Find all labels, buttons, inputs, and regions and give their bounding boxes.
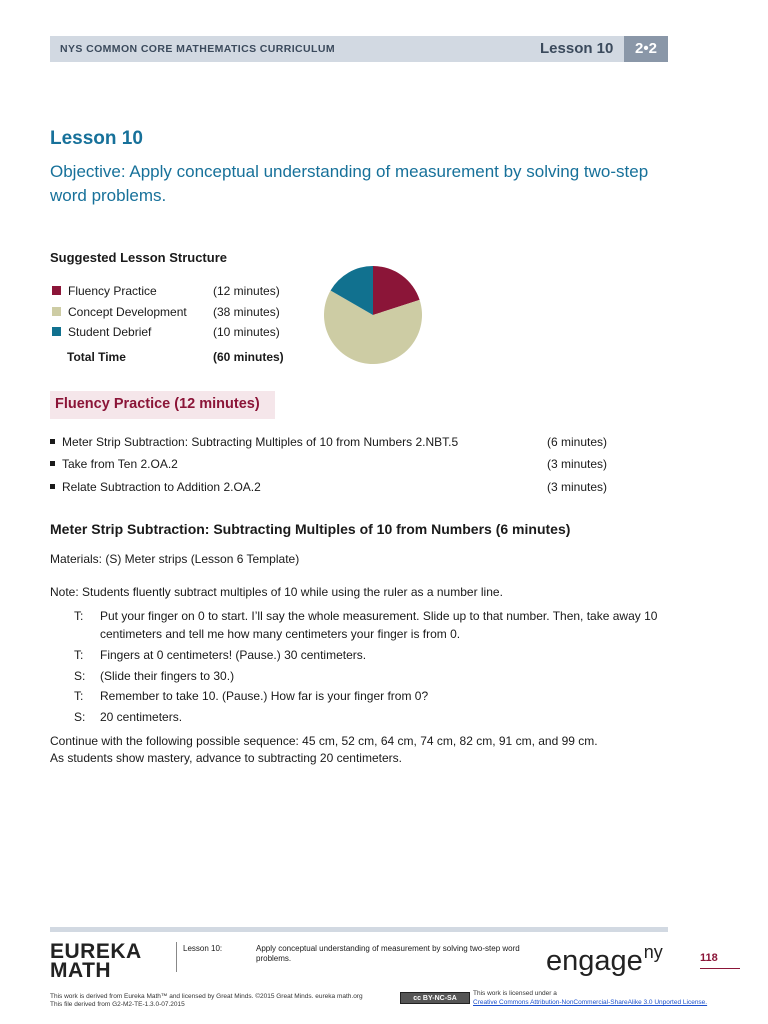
list-item-minutes: (3 minutes) [547,457,608,471]
legend-label: Concept Development [68,305,187,319]
dialogue-text: 20 centimeters. [100,710,183,724]
credit-line: This work is derived from Eureka Math™ and licensed by Great Minds. ©2015 Great Minds. eureka math.org [50,993,363,1000]
license-link[interactable] [473,999,707,1006]
list-item [50,479,261,495]
file-line: This file derived from G2-M2-TE-1.3.0-07.2015 [50,1001,185,1008]
fluency-heading: Fluency Practice (12 minutes) [55,396,260,412]
legend-swatch [52,307,61,316]
cc-license-badge[interactable]: cc BY-NC-SA [400,992,470,1004]
logo-line: MATH [50,959,112,982]
logo-text: engage [546,945,643,977]
list-item [50,434,458,450]
dialogue-text: Put your finger on 0 to start. I’ll say the whole measurement. Slide up to that number. Then, take away 10 centimeters and tell me how many centimeters your finger is from 0. [100,609,658,641]
total-time-minutes: (60 minutes) [213,350,284,364]
list-item-minutes: (3 minutes) [547,480,608,494]
legend-minutes: (38 minutes) [213,305,280,319]
lesson-structure-pie-chart [322,264,424,366]
legend-minutes: (12 minutes) [213,284,280,298]
dialogue-text: Remember to take 10. (Pause.) How far is your finger from 0? [100,689,429,703]
dialogue-speaker: S: [74,710,86,724]
list-item [50,456,178,472]
dialogue-speaker: T: [74,689,84,703]
license-text: This work is licensed under a [473,990,557,997]
dialogue-speaker: T: [74,648,84,662]
legend-minutes: (10 minutes) [213,325,280,339]
legend-item-debrief [52,324,151,340]
bullet-icon [50,439,55,444]
mastery-note: As students show mastery, advance to subtracting 20 centimeters. [50,751,402,765]
footer-rule [50,927,668,932]
legend-label: Fluency Practice [68,284,157,298]
dialogue-text: (Slide their fingers to 30.) [100,669,235,683]
engageny-logo [546,942,663,978]
header-lesson: Lesson 10 [540,40,614,57]
legend-item-concept [52,304,187,320]
dialogue-speaker: S: [74,669,86,683]
dialogue-text: Fingers at 0 centimeters! (Pause.) 30 centimeters. [100,648,367,662]
license-link-text[interactable]: Creative Commons Attribution-NonCommercial-ShareAlike 3.0 Unported License. [473,999,708,1006]
legend-item-fluency [52,283,157,299]
materials: Materials: (S) Meter strips (Lesson 6 Template) [50,552,300,566]
total-time-label: Total Time [67,350,126,364]
dialogue-speaker: T: [74,609,84,623]
footer-lesson: Lesson 10: [183,944,223,953]
logo-superscript: ny [643,942,663,962]
bullet-icon [50,461,55,466]
page-number: 118 [700,952,718,964]
footer-objective: Apply conceptual understanding of measurement by solving two-step word problems. [256,944,520,963]
continue-sequence: Continue with the following possible sequence: 45 cm, 52 cm, 64 cm, 74 cm, 82 cm, 91 cm, and 99 cm. [50,734,598,748]
footer-divider [176,942,177,972]
page-number-rule [700,968,740,969]
eureka-math-logo [50,942,142,980]
page-title: Lesson 10 [50,128,143,149]
objective: Objective: Apply conceptual understanding of measurement by solving two-step word problems. [50,162,649,205]
structure-heading: Suggested Lesson Structure [50,250,227,265]
legend-swatch [52,286,61,295]
legend-swatch [52,327,61,336]
bullet-icon [50,484,55,489]
list-item-text: Take from Ten 2.OA.2 [62,457,178,471]
note: Note: Students fluently subtract multiples of 10 while using the ruler as a number line. [50,585,503,599]
section-heading: Meter Strip Subtraction: Subtracting Multiples of 10 from Numbers (6 minutes) [50,521,571,537]
module-badge: 2•2 [624,36,668,62]
list-item-minutes: (6 minutes) [547,435,608,449]
curriculum-label: NYS COMMON CORE MATHEMATICS CURRICULUM [60,43,335,55]
list-item-text: Relate Subtraction to Addition 2.OA.2 [62,480,261,494]
logo-line: EUREKA [50,940,142,963]
legend-label: Student Debrief [68,325,152,339]
list-item-text: Meter Strip Subtraction: Subtracting Multiples of 10 from Numbers 2.NBT.5 [62,435,459,449]
